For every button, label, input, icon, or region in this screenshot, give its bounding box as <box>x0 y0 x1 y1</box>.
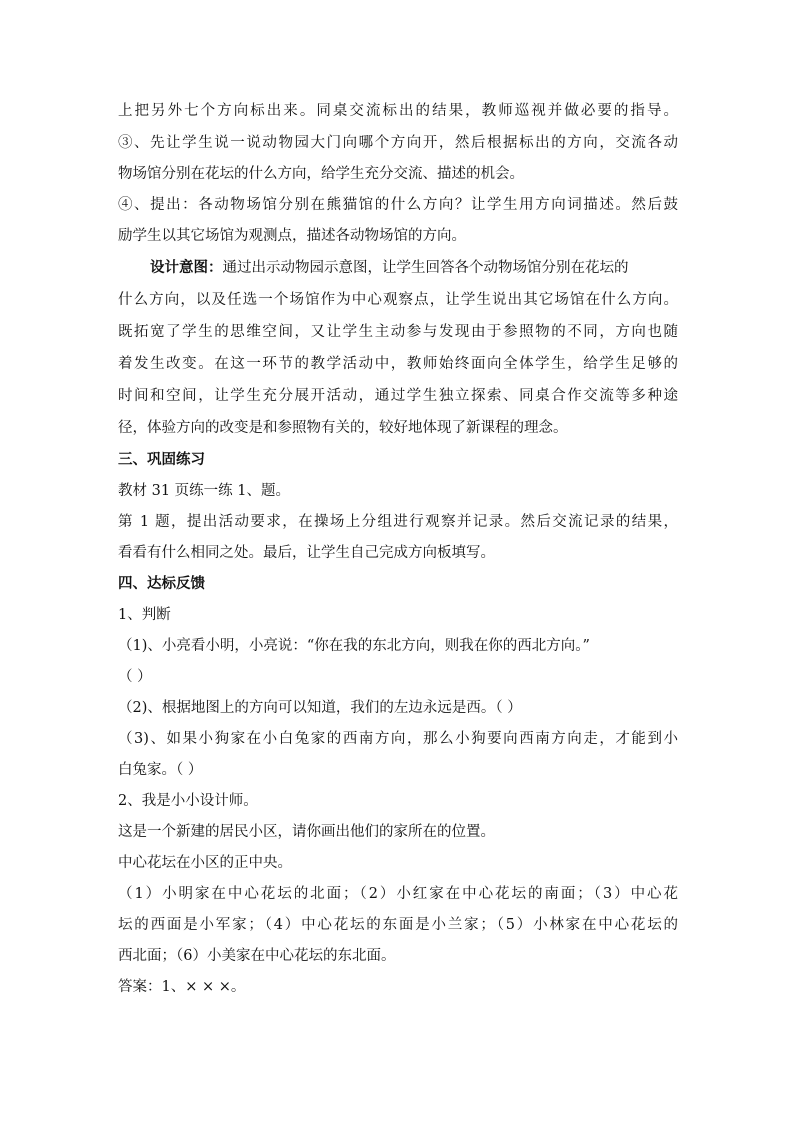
section-heading: 三、巩固练习 <box>118 451 205 468</box>
text-line: 看看有什么相同之处。最后，让学生自己完成方向板填写。 <box>118 545 495 561</box>
text-line: （3)、如果小狗家在小白兔家的西南方向，那么小狗要向西南方向走，才能到小 <box>118 731 678 747</box>
text-line: 既拓宽了学生的思维空间，又让学生主动参与发现由于参照物的不同，方向也随 <box>118 324 678 340</box>
text-line: ③、先让学生说一说动物园大门向哪个方向开，然后根据标出的方向，交流各动 <box>118 135 678 151</box>
text-line: 西北面；（6）小美家在中心花坛的东北面。 <box>118 948 396 964</box>
text-line: 着发生改变。在这一环节的教学活动中，教师始终面向全体学生，给学生足够的 <box>118 356 678 372</box>
text-line: 径，体验方向的改变是和参照物有关的，较好地体现了新课程的理念。 <box>118 420 568 436</box>
text-line: 坛的西面是小军家；（4）中心花坛的东面是小兰家；（5）小林家在中心花坛的 <box>118 917 678 933</box>
text-line: 通过出示动物园示意图，让学生回答各个动物场馆分别在花坛的 <box>222 260 629 276</box>
text-line: 教材 31 页练一练 1、题。 <box>118 483 291 499</box>
design-intent-label: 设计意图： <box>150 259 223 276</box>
design-intent-line <box>150 258 680 278</box>
text-line: 1、判断 <box>118 607 171 623</box>
text-line: 第 1 题，提出活动要求，在操场上分组进行观察并记录。然后交流记录的结果， <box>118 514 678 530</box>
text-line: 物场馆分别在花坛的什么方向，给学生充分交流、描述的机会。 <box>118 166 524 182</box>
text-line: （ ） <box>118 669 152 685</box>
section-heading: 四、达标反馈 <box>118 575 205 592</box>
text-line: 中心花坛在小区的正中央。 <box>118 855 292 871</box>
text-line: 时间和空间，让学生充分展开活动，通过学生独立探索、同桌合作交流等多种途 <box>118 388 678 404</box>
text-line: （1）小明家在中心花坛的北面；（2）小红家在中心花坛的南面；（3）中心花 <box>118 886 678 902</box>
text-line: 什么方向，以及任选一个场馆作为中心观察点，让学生说出其它场馆在什么方向。 <box>118 292 678 308</box>
text-line: 白兔家。（ ） <box>118 762 203 778</box>
text-line: ④、提出：各动物场馆分别在熊猫馆的什么方向？让学生用方向词描述。然后鼓 <box>118 197 678 213</box>
text-line: 2、我是小小设计师。 <box>118 793 258 809</box>
answer-line: 答案：1、× × ×。 <box>118 979 246 995</box>
text-line: （1)、小亮看小明，小亮说：“你在我的东北方向，则我在你的西北方向。” <box>118 638 590 654</box>
text-line: 这是一个新建的居民小区，请你画出他们的家所在的位置。 <box>118 824 495 840</box>
text-line: 励学生以其它场馆为观测点，描述各动物场馆的方向。 <box>118 228 466 244</box>
text-line: 上把另外七个方向标出来。同桌交流标出的结果，教师巡视并做必要的指导。 <box>118 103 678 119</box>
text-line: （2)、根据地图上的方向可以知道，我们的左边永远是西。（ ） <box>118 700 522 716</box>
